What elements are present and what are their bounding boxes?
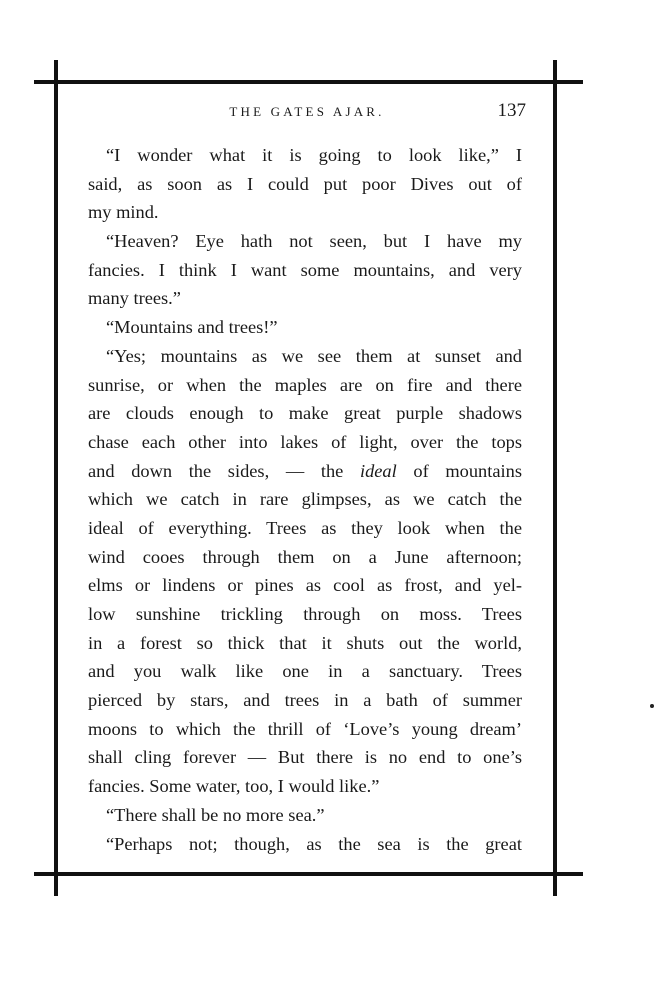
text-line: “Heaven? Eye hath not seen, but I have my [106, 231, 522, 252]
text-line-with-emphasis [88, 457, 522, 486]
text-line: said, as soon as I could put poor Dives out of [88, 173, 522, 194]
text-line: “There shall be no more sea.” [106, 804, 325, 825]
text-line-part: of mountains [413, 460, 522, 481]
text-line: many trees.” [88, 288, 181, 309]
text-line: “Mountains and trees!” [106, 317, 278, 338]
emphasized-word: ideal [359, 460, 397, 481]
running-title: THE GATES AJAR. [229, 104, 385, 119]
text-line: fancies. I think I want some mountains, and very [88, 259, 522, 280]
text-line: and you walk like one in a sanctuary. Trees [88, 661, 522, 682]
frame-left-rule [54, 60, 58, 896]
text-line: in a forest so thick that it shuts out the world, [88, 632, 522, 653]
page-number: 137 [497, 100, 526, 121]
text-line-part: and down the sides, — the [88, 460, 344, 481]
text-line: “Yes; mountains as we see them at sunset and [106, 345, 522, 366]
text-line: fancies. Some water, too, I would like.” [88, 776, 380, 797]
frame-top-rule [34, 80, 583, 84]
text-line: low sunshine trickling through on moss. Trees [88, 604, 522, 624]
text-line: shall cling forever — But there is no end to one’s [88, 747, 522, 768]
text-line: wind cooes through them on a June afternoon; [88, 546, 522, 567]
text-line: “I wonder what it is going to look like,” I [106, 145, 522, 165]
text-line: elms or lindens or pines as cool as frost, and yel- [88, 575, 522, 596]
text-line: sunrise, or when the maples are on fire and there [88, 374, 522, 395]
ink-speck [650, 704, 654, 708]
text-line: moons to which the thrill of ‘Love’s young dream’ [88, 718, 522, 739]
text-line: ideal of everything. Trees as they look when the [88, 517, 522, 538]
body-text [88, 141, 522, 858]
frame-right-rule [553, 60, 557, 896]
text-line: which we catch in rare glimpses, as we catch the [88, 489, 522, 510]
text-line: “Perhaps not; though, as the sea is the great [106, 833, 522, 854]
text-line: pierced by stars, and trees in a bath of summer [88, 690, 522, 711]
text-line: chase each other into lakes of light, over the tops [88, 431, 522, 452]
page-header [88, 102, 526, 126]
frame-bottom-rule [34, 872, 583, 876]
text-line: are clouds enough to make great purple shadows [88, 403, 522, 424]
text-line: my mind. [88, 202, 159, 223]
